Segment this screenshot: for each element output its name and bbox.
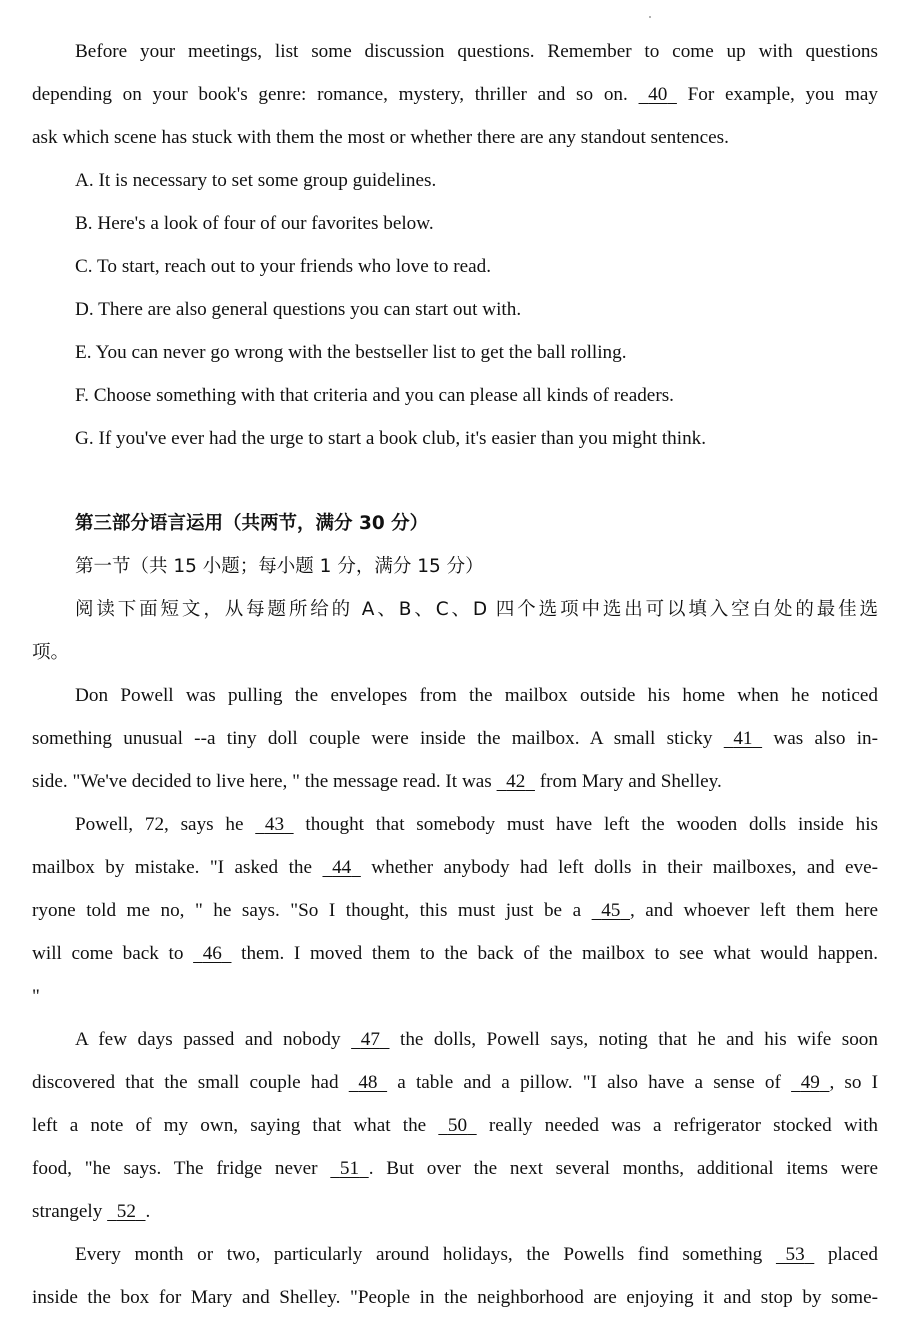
blank-number: 47 bbox=[360, 1029, 380, 1050]
option-e: E. You can never go wrong with the bestseller list to get the ball rolling. bbox=[75, 342, 627, 363]
story-text: strangely bbox=[32, 1201, 103, 1222]
blank-49 bbox=[791, 1071, 829, 1095]
story-text: Powell, 72, says he bbox=[75, 814, 244, 835]
blank-53 bbox=[776, 1243, 814, 1267]
story-line-5 bbox=[32, 856, 878, 880]
story-text: thought that somebody must have left the wooden dolls inside his bbox=[305, 814, 878, 835]
story-text: side. "We've decided to live here, " the message read. It was bbox=[32, 771, 492, 792]
story-text: . But over the next several months, additional items were bbox=[368, 1158, 878, 1179]
blank-47 bbox=[351, 1028, 389, 1052]
story-text: the dolls, Powell says, noting that he and his wife soon bbox=[400, 1029, 878, 1050]
blank-50 bbox=[438, 1114, 476, 1138]
speck-mark bbox=[649, 16, 651, 18]
story-text: really needed was a refrigerator stocked with bbox=[488, 1115, 878, 1136]
option-g: G. If you've ever had the urge to start a book club, it's easier than you might think. bbox=[75, 428, 707, 449]
intro-text: Before your meetings, list some discussion questions. Remember to come up with questions bbox=[75, 41, 878, 62]
story-text: Every month or two, particularly around holidays, the Powells find something bbox=[75, 1244, 763, 1265]
story-text: A few days passed and nobody bbox=[75, 1029, 341, 1050]
story-text: was also in- bbox=[773, 728, 879, 749]
story-text: a table and a pillow. "I also have a sense of bbox=[397, 1072, 781, 1093]
blank-number: 46 bbox=[202, 943, 222, 964]
story-line-6 bbox=[32, 899, 878, 923]
story-line-10 bbox=[32, 1071, 878, 1095]
story-text: something unusual --a tiny doll couple were inside the mailbox. A small sticky bbox=[32, 728, 713, 749]
blank-42 bbox=[497, 770, 535, 794]
story-line-8 bbox=[32, 985, 40, 1009]
sub-title: 第一节（共 15 小题；每小题 1 分，满分 15 分） bbox=[75, 556, 484, 577]
story-text: . bbox=[145, 1201, 151, 1222]
story-text: food, "he says. The fridge never bbox=[32, 1158, 318, 1179]
story-text: ryone told me no, " he says. "So I thought, this must just be a bbox=[32, 900, 582, 921]
story-line-4 bbox=[75, 813, 878, 837]
story-text: whether anybody had left dolls in their mailboxes, and eve- bbox=[371, 857, 879, 878]
story-line-11 bbox=[32, 1114, 878, 1138]
blank-45 bbox=[592, 899, 630, 923]
story-line-2 bbox=[32, 727, 878, 751]
story-text: , so I bbox=[829, 1072, 879, 1093]
story-line-7 bbox=[32, 942, 878, 966]
option-f: F. Choose something with that criteria and you can please all kinds of readers. bbox=[75, 385, 674, 406]
story-text: them. I moved them to the back of the mailbox to see what would happen. bbox=[241, 943, 878, 964]
option-b: B. Here's a look of four of our favorites below. bbox=[75, 213, 434, 234]
story-text: Don Powell was pulling the envelopes from the mailbox outside his home when he noticed bbox=[75, 685, 878, 706]
blank-number: 51 bbox=[339, 1158, 360, 1179]
story-text: left a note of my own, saying that what the bbox=[32, 1115, 427, 1136]
intro-line-2 bbox=[32, 83, 878, 107]
blank-number: 50 bbox=[447, 1115, 468, 1136]
story-line-13 bbox=[32, 1200, 150, 1224]
blank-number: 44 bbox=[332, 857, 352, 878]
instruction-line-1: 阅读下面短文，从每题所给的 A、B、C、D 四个选项中选出可以填入空白处的最佳选 bbox=[75, 599, 878, 620]
blank-44 bbox=[322, 856, 360, 880]
blank-number: 49 bbox=[800, 1072, 820, 1093]
blank-51 bbox=[330, 1157, 368, 1181]
story-text: will come back to bbox=[32, 943, 184, 964]
instruction-line-2: 项。 bbox=[32, 642, 70, 663]
story-text: " bbox=[32, 986, 40, 1007]
blank-43 bbox=[255, 813, 293, 837]
story-text: from Mary and Shelley. bbox=[539, 771, 722, 792]
option-c: C. To start, reach out to your friends who love to read. bbox=[75, 256, 492, 277]
story-text: , and whoever left them here bbox=[629, 900, 879, 921]
blank-number: 45 bbox=[601, 900, 621, 921]
blank-number: 53 bbox=[785, 1244, 805, 1265]
option-d: D. There are also general questions you can start out with. bbox=[75, 299, 522, 320]
story-line-3 bbox=[32, 770, 722, 794]
blank-48 bbox=[349, 1071, 387, 1095]
story-line-9 bbox=[75, 1028, 878, 1052]
intro-line-3 bbox=[32, 126, 729, 150]
blank-number: 43 bbox=[264, 814, 285, 835]
blank-number: 41 bbox=[733, 728, 753, 749]
story-text: mailbox by mistake. "I asked the bbox=[32, 857, 313, 878]
blank-41 bbox=[724, 727, 762, 751]
option-a: A. It is necessary to set some group guidelines. bbox=[75, 170, 437, 191]
blank-46 bbox=[193, 942, 231, 966]
blank-52 bbox=[107, 1200, 145, 1224]
story-text: discovered that the small couple had bbox=[32, 1072, 339, 1093]
intro-line-1 bbox=[75, 40, 878, 64]
story-line-1 bbox=[75, 684, 878, 708]
blank-number: 42 bbox=[506, 771, 526, 792]
story-line-15 bbox=[32, 1286, 878, 1310]
blank-40 bbox=[639, 83, 677, 107]
blank-number: 40 bbox=[648, 84, 668, 105]
story-text: placed bbox=[827, 1244, 879, 1265]
story-line-14 bbox=[75, 1243, 878, 1267]
part-title: 第三部分语言运用（共两节，满分 30 分） bbox=[75, 513, 429, 534]
intro-text: For example, you may bbox=[687, 84, 879, 105]
story-line-12 bbox=[32, 1157, 878, 1181]
intro-text: ask which scene has stuck with them the most or whether there are any standout sentences. bbox=[32, 127, 729, 148]
blank-number: 48 bbox=[358, 1072, 378, 1093]
intro-text: depending on your book's genre: romance, mystery, thriller and so on. bbox=[32, 84, 628, 105]
blank-number: 52 bbox=[116, 1201, 136, 1222]
story-text: inside the box for Mary and Shelley. "People in the neighborhood are enjoying it and stop by some- bbox=[32, 1287, 878, 1308]
